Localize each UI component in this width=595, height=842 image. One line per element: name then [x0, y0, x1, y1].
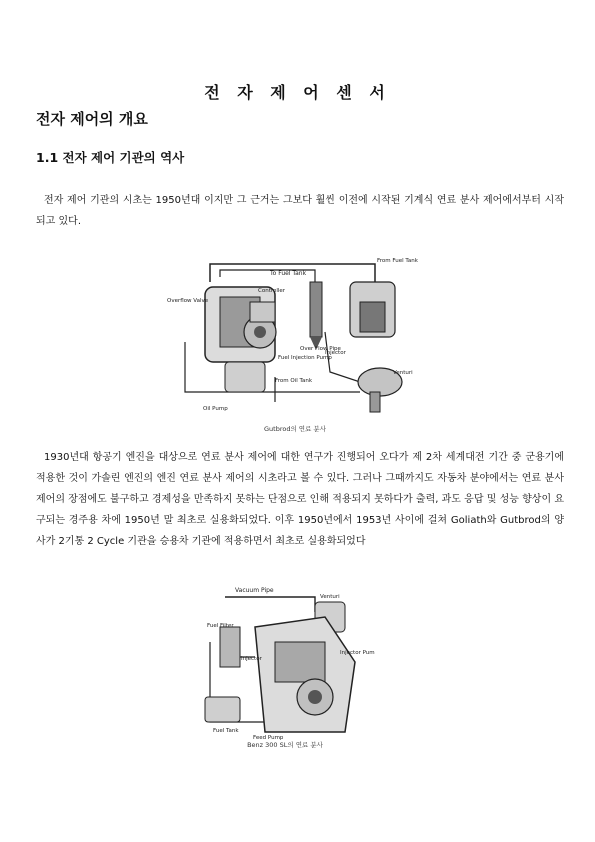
section-heading: 전자 제어의 개요 [36, 110, 148, 128]
figure-gutbrod-injection [165, 252, 425, 422]
label-overflow-valve: Overflow Valve [167, 298, 209, 304]
label-fuel-filter: Fuel Filter [207, 623, 234, 629]
label-oil-pump: Oil Pump [203, 406, 228, 412]
label-from-fuel-tank: From Fuel Tank [377, 258, 418, 264]
label-venturi-2: Venturi [320, 594, 340, 600]
paragraph-history: 1930년대 항공기 엔진을 대상으로 연료 분사 제어에 대한 연구가 진행되어 오다가 제 2차 세계대전 기간 중 군용기에 적용한 것이 가솔린 엔진의 엔진 연료 분사 제어의 시초라고 볼 수 있다. 그러나 그때까지도 자동차 분야에서는 연료 분사 제어의 장점에도 불구하고 경제성을 만족하지 못하는 단점으로 인해 적용되지 못하다가 출력, 과도 응답 및 성능 향상이 요구되는 경주용 차에 1950년 말 최초로 실용화되었다. 이후 1950년에서 1953년 사이에 걸쳐 Goliath와 Gutbrod의 양사가 2기통 2 Cycle 기관을 승용차 기관에 적용하면서 최초로 실용화되었다 [36, 452, 564, 547]
label-injector-2: Injector [241, 656, 262, 662]
label-over-flow-pipe: Over Flow Pipe [300, 346, 341, 352]
figure2-caption: Benz 300 SL의 연료 분사 [247, 741, 323, 749]
label-injector: Injector [325, 350, 346, 356]
label-injector-pump: Injector Pump [340, 650, 375, 656]
label-vacuum-pipe: Vacuum Pipe [235, 587, 274, 594]
label-from-oil-tank: From Oil Tank [275, 378, 312, 384]
benz-diagram [195, 582, 375, 752]
label-feed-pump: Feed Pump [253, 735, 284, 741]
label-controller: Controller [258, 288, 286, 294]
subsection-heading: 1.1 전자 제어 기관의 역사 [36, 150, 185, 165]
label-to-fuel-tank: To Fuel Tank [270, 270, 307, 277]
document-title: 전 자 제 어 센 서 [204, 83, 391, 102]
paragraph-intro: 전자 제어 기관의 시초는 1950년대 이지만 그 근거는 그보다 훨씬 이전에 시작된 기계식 연료 분사 제어에서부터 시작되고 있다. [36, 195, 564, 227]
figure-benz-injection [195, 582, 375, 752]
label-fuel-tank: Fuel Tank [213, 728, 239, 734]
figure1-caption: Gutbrod의 연료 분사 [264, 425, 326, 433]
gutbrod-diagram [165, 252, 425, 422]
label-venturi: Venturi [393, 370, 413, 376]
label-fuel-injection-pump: Fuel Injection Pump [278, 355, 332, 361]
